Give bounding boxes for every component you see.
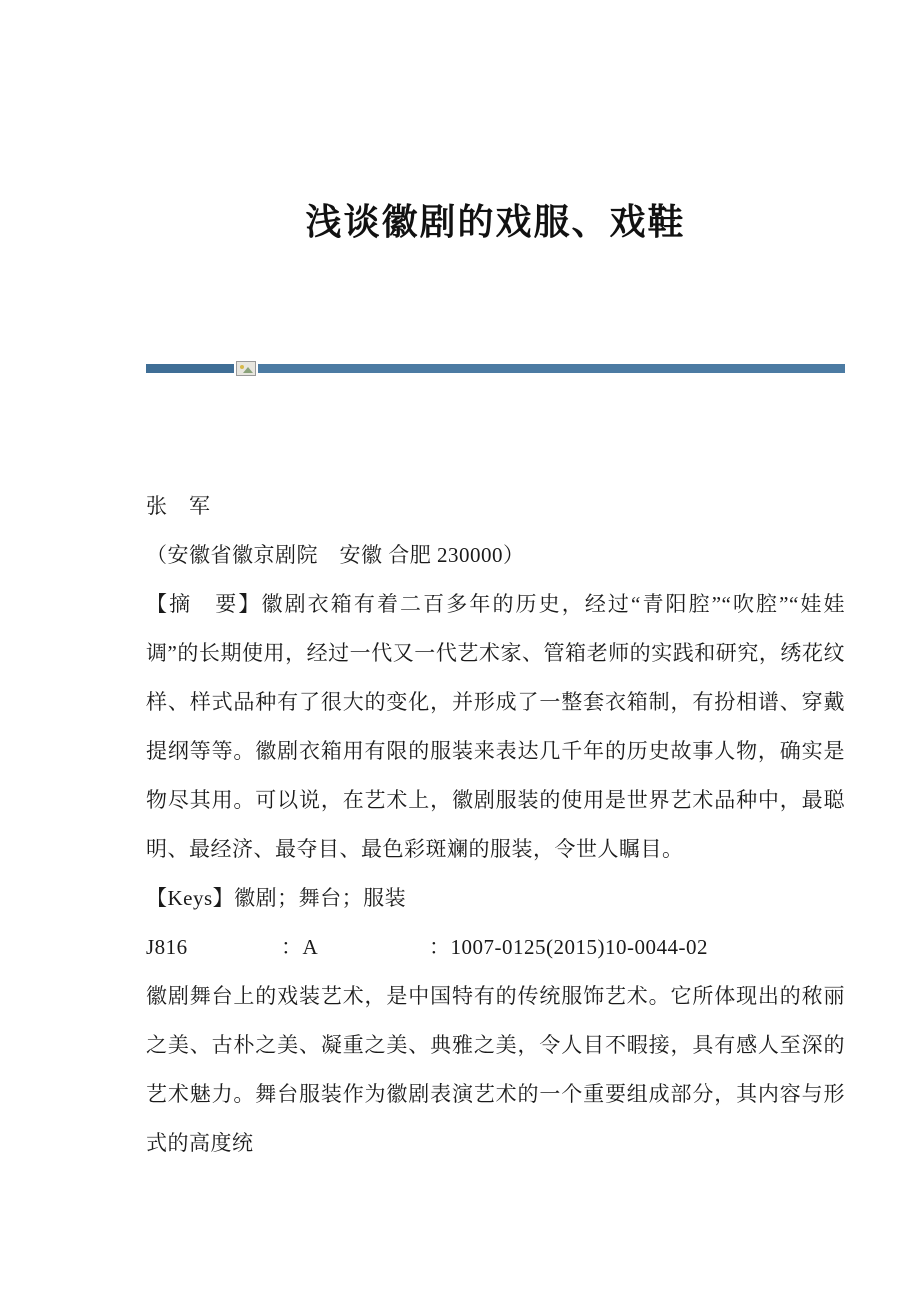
author-line: 张 军 bbox=[146, 494, 211, 518]
keywords-line: 【Keys】徽剧；舞台；服装 bbox=[146, 886, 407, 910]
abstract-paragraph: 【摘 要】徽剧衣箱有着二百多年的历史，经过“青阳腔”“吹腔”“娃娃调”的长期使用，经过一代又一代艺术家、管箱老师的实践和研究，绣花纹样、样式品种有了很大的变化，并形成了一整套衣箱制，有扮相谱、穿戴提纲等等。徽剧衣箱用有限的服装来表达几千年的历史故事人物，确实是物尽其用。可以说，在艺术上，徽剧服装的使用是世界艺术品种中，最聪明、最经济、最夺目、最色彩斑斓的服装，令世人瞩目。 bbox=[146, 592, 845, 861]
article-number: ：1007-0125(2015)10-0044-02 bbox=[429, 935, 708, 959]
article-text bbox=[146, 482, 845, 1168]
divider-bar-left bbox=[146, 364, 234, 373]
page-title: 浅谈徽剧的戏服、戏鞋 bbox=[305, 202, 686, 242]
divider-bar-right bbox=[258, 364, 845, 373]
placeholder-hill-shape bbox=[243, 367, 253, 373]
image-placeholder-icon bbox=[236, 361, 256, 376]
affiliation-line: （安徽省徽京剧院 安徽 合肥 230000） bbox=[146, 543, 525, 567]
title-divider bbox=[146, 360, 845, 376]
body-paragraph: 徽剧舞台上的戏装艺术，是中国特有的传统服饰艺术。它所体现出的秾丽之美、古朴之美、凝重之美、典雅之美，令人目不暇接，具有感人至深的艺术魅力。舞台服装作为徽剧表演艺术的一个重要组成部分，其内容与形式的高度统 bbox=[146, 984, 845, 1155]
meta-line bbox=[146, 923, 845, 972]
clc-number: J816 bbox=[146, 935, 188, 959]
document-code: ：A bbox=[281, 935, 319, 959]
